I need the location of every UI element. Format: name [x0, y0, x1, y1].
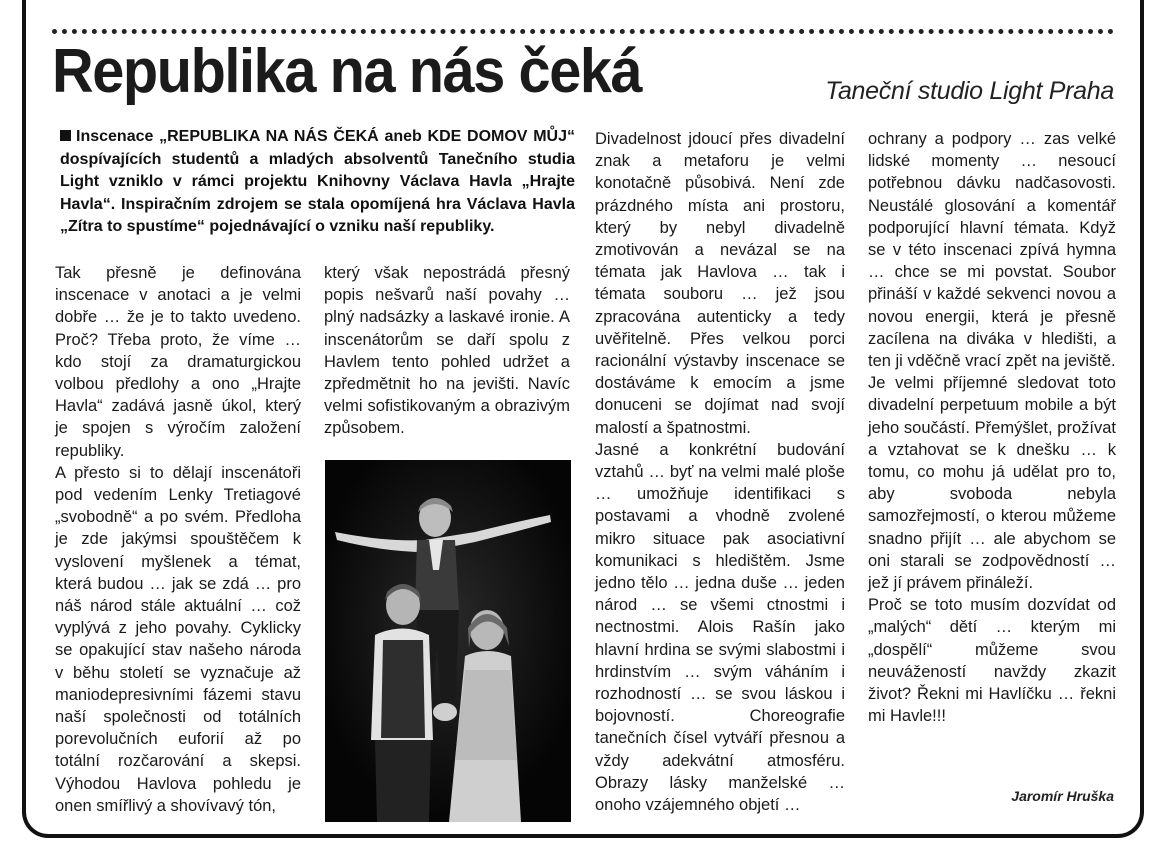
- column-3: [595, 128, 845, 816]
- paragraph: Je velmi příjemné sledovat toto divadelní perpetuum mobile a být jeho součástí. Přemýšlet, prožívat a vztahovat se k dnešku … k tomu, co mohu já udělat pro to, aby svoboda nebyla samozřejmostí, o kterou můžeme snadno přijít … ale abychom se oni starali se zodpovědností … jež jí právem přináleží.: [868, 374, 1116, 593]
- paragraph: který však nepostrádá přesný popis nešvarů naší povahy … plný nadsázky a laskavé ironie. A inscenátorům se daří spolu z Havlem tento pohled udržet a zpředmětnit ho na jevišti. Navíc velmi sofistikovaným a obrazivým způsobem.: [324, 264, 570, 438]
- paragraph: ochrany a podpory … zas velké lidské momenty … nesoucí potřebnou dávku nadčasovosti. Neustálé glosování a komentář podporující hlavní témata. Když se v této inscenaci zpívá hymna … chce se mi povstat. Soubor přináší v každé sekvenci novou a novou energii, která je přesně zacílena na diváka v hledišti, a ten ji vděčně vrací zpět na jeviště.: [868, 130, 1116, 371]
- headline: Republika na nás čeká: [52, 37, 642, 106]
- stage-photo: [325, 460, 571, 822]
- paragraph: Divadelnost jdoucí přes divadelní znak a metaforu je velmi konotačně působivá. Není zde prázdného místa ani prostoru, který by nebyl divadelně zmotivován a nevázal se na témata jak Havlova … tak i témata souboru … jež jsou zpracována autenticky a tedy uvěřitelně. Přes velkou porci racionální výstavby inscenace se dostáváme k emocím a jsme donuceni se dojímat nad svojí malostí a špatnostmi.: [595, 130, 845, 437]
- author-signature: Jaromír Hruška: [1011, 788, 1114, 804]
- column-2: [324, 262, 570, 440]
- paragraph: Jasné a konkrétní budování vztahů … byť na velmi malé ploše … umožňuje identifikaci s postavami a vhodně zvolené mikro situace pak asociativní komunikaci s hledištěm. Jsme jedno tělo … jedna duše … jeden národ … se všemi ctnostmi i nectnostmi. Alois Rašín jako hlavní hrdina se svými slabostmi i hrdinstvím … svým váháním i rozhodností … se svou láskou i bojovností. Choreografie tanečních čísel vytváří přesnou a vždy adekvátní atmosféru. Obrazy lásky manželské … onoho vzájemného objetí …: [595, 440, 845, 815]
- dancers-illustration: [325, 460, 571, 822]
- square-bullet-icon: [60, 130, 71, 141]
- dotted-rule: [52, 29, 1114, 34]
- paragraph: Proč se toto musím dozvídat od „malých“ dětí … kterým mi „dospělí“ můžeme svou neuvážeností navždy zkazit život? Řekni mi Havlíčku … řekni mi Havle!!!: [868, 596, 1116, 726]
- byline: Taneční studio Light Praha: [825, 77, 1114, 105]
- lead-text: Inscenace „REPUBLIKA NA NÁS ČEKÁ aneb KDE DOMOV MŮJ“ dospívajících studentů a mladých absolventů Tanečního studia Light vzniklo v rámci projektu Knihovny Václava Havla „Hrajte Havla“. Inspiračním zdrojem se stala opomíjená hra Václava Havla „Zítra to spustíme“ pojednávající o vzniku naší republiky.: [60, 128, 575, 236]
- column-1: [55, 262, 301, 817]
- lead-paragraph: [60, 126, 575, 239]
- column-4: [868, 128, 1116, 727]
- paragraph: Tak přesně je definována inscenace v anotaci a je velmi dobře … že je to takto uvedeno. Proč? Třeba proto, že víme … kdo stojí za dramaturgickou volbou předlohy a ono „Hrajte Havla“ zadává jasně úkol, který je spojen s výročím založení republiky.: [55, 264, 301, 460]
- paragraph: A přesto si to dělají inscenátoři pod vedením Lenky Tretiagové „svobodně“ a po svém. Předloha je zde jakýmsi spouštěčem k vyslovení myšlenek a témat, která budou … jak se zdá … pro náš národ stále aktuální … což vyplývá z jeho povahy. Cyklicky se opakující stav našeho národa v běhu století se vyznačuje až maniodepresivními fázemi stavu naší společnosti od totálních porevolučních euforií až po totální rozčarování a skepsi. Výhodou Havlova pohledu je onen smířlivý a shovívavý tón,: [55, 463, 301, 815]
